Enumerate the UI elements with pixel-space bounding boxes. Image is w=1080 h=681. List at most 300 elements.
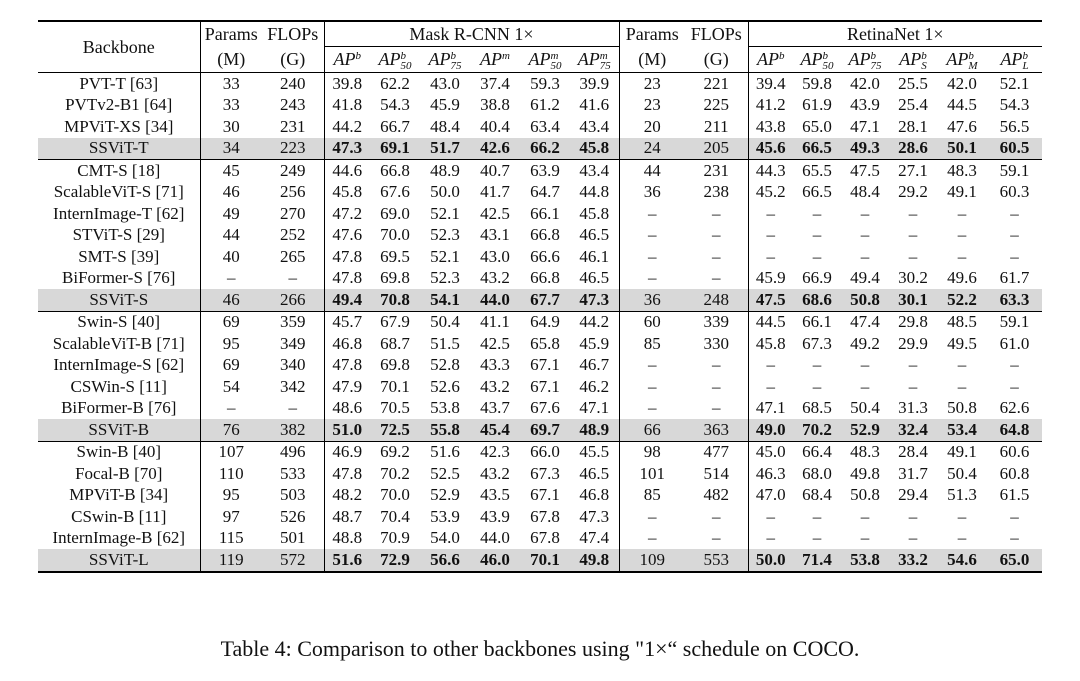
value-cell: 45.9 <box>748 268 793 290</box>
value-cell: 70.4 <box>380 506 410 526</box>
value-cell: 62.2 <box>370 73 420 95</box>
value-cell: 66.8 <box>530 225 560 245</box>
value-cell: 47.8 <box>324 463 370 485</box>
value-cell: 20 <box>619 116 685 138</box>
value-cell: 68.0 <box>802 463 832 483</box>
ap-subscript: 75 <box>599 59 611 72</box>
value-cell: – <box>619 355 685 377</box>
value-cell: 553 <box>685 549 748 572</box>
value-cell: 95 <box>200 333 262 355</box>
value-cell: 44.5 <box>947 95 977 115</box>
value-cell: 44.3 <box>748 160 793 182</box>
value-cell: 42.0 <box>937 73 987 95</box>
value-cell: 29.4 <box>898 485 928 505</box>
value-cell: 47.1 <box>850 116 880 136</box>
backbone-name-cell: SSViT-B <box>38 419 200 441</box>
table-row <box>38 355 1042 377</box>
value-cell: – <box>957 506 967 526</box>
ap-subscript: M <box>968 59 978 72</box>
value-cell: 65.8 <box>530 333 560 353</box>
value-cell: 359 <box>262 311 324 333</box>
value-cell: 69.2 <box>370 441 420 463</box>
value-cell: 46.8 <box>324 333 370 355</box>
value-cell: 43.2 <box>480 376 510 396</box>
value-cell: 514 <box>703 463 729 483</box>
ap-scripts <box>451 51 462 71</box>
table-row <box>38 246 1042 268</box>
value-cell: 50.8 <box>850 485 880 505</box>
value-cell: 37.4 <box>470 73 520 95</box>
value-cell: 71.4 <box>793 549 841 572</box>
value-cell: 27.1 <box>889 160 937 182</box>
value-cell: 47.8 <box>324 355 370 377</box>
table-row <box>38 528 1042 550</box>
value-cell: 70.5 <box>380 398 410 418</box>
ap-base: AP <box>757 48 779 69</box>
value-cell: 68.7 <box>380 333 410 353</box>
value-cell: 25.4 <box>898 95 928 115</box>
value-cell: 67.8 <box>530 506 560 526</box>
value-cell: – <box>712 376 721 396</box>
backbone-name-cell: Focal-B [70] <box>75 463 163 483</box>
flops-unit: (G) <box>280 49 306 70</box>
value-cell: – <box>1010 203 1019 223</box>
ap-column-header <box>937 47 987 73</box>
value-cell: 52.1 <box>987 73 1042 95</box>
backbone-name-cell: MPViT-B [34] <box>69 485 169 505</box>
ap-superscript: b <box>450 49 456 62</box>
backbone-name-cell: SSViT-L <box>38 549 200 572</box>
value-cell: 54.6 <box>937 549 987 572</box>
backbone-name-cell: MPViT-XS [34] <box>64 116 174 136</box>
backbone-name-cell: SMT-S [39] <box>78 246 160 266</box>
value-cell: 69.1 <box>370 138 420 160</box>
ap-scripts <box>401 51 412 71</box>
value-cell: 70.1 <box>380 376 410 396</box>
value-cell: 43.4 <box>570 160 619 182</box>
value-cell: 45.6 <box>748 138 793 160</box>
value-cell: 70.9 <box>380 528 410 548</box>
value-cell: 223 <box>262 138 324 160</box>
value-cell: 30.1 <box>889 289 937 311</box>
value-cell: 47.3 <box>324 138 370 160</box>
value-cell: 67.8 <box>530 528 560 548</box>
value-cell: 65.0 <box>802 116 832 136</box>
value-cell: 50.0 <box>430 182 460 202</box>
value-cell: 98 <box>619 441 685 463</box>
ap-base: AP <box>528 48 551 69</box>
value-cell: 51.6 <box>324 549 370 572</box>
value-cell: – <box>957 203 967 223</box>
value-cell: 33.2 <box>889 549 937 572</box>
ap-scripts <box>921 51 927 71</box>
value-cell: 51.3 <box>947 485 977 505</box>
value-cell: 30.2 <box>898 268 928 288</box>
value-cell: 54.0 <box>430 528 460 548</box>
value-cell: – <box>1010 225 1019 245</box>
value-cell: 29.2 <box>898 182 928 202</box>
value-cell: 48.3 <box>841 441 889 463</box>
value-cell: 97 <box>200 506 262 528</box>
table-row <box>38 463 1042 485</box>
value-cell: 51.0 <box>324 419 370 441</box>
ap-superscript: m <box>502 49 510 62</box>
value-cell: 28.1 <box>898 116 928 136</box>
value-cell: 52.3 <box>430 225 460 245</box>
value-cell: 70.1 <box>520 549 570 572</box>
backbone-name-cell: BiFormer-B [76] <box>61 398 177 418</box>
ap-base: AP <box>378 48 401 69</box>
value-cell: 47.1 <box>579 398 610 418</box>
value-cell: – <box>619 506 685 528</box>
value-cell: 47.6 <box>324 225 370 247</box>
value-cell: 65.5 <box>793 160 841 182</box>
value-cell: 66.4 <box>793 441 841 463</box>
value-cell: 49.1 <box>947 182 977 202</box>
value-cell: 54.1 <box>420 289 470 311</box>
value-cell: 31.3 <box>898 398 928 418</box>
backbone-name-cell: Swin-B [40] <box>38 441 200 463</box>
value-cell: 62.6 <box>999 398 1030 418</box>
value-cell: – <box>619 268 685 290</box>
table-row <box>38 182 1042 204</box>
value-cell: 66.8 <box>530 268 560 288</box>
value-cell: 43.5 <box>480 485 510 505</box>
value-cell: 47.8 <box>324 268 370 290</box>
value-cell: 70.0 <box>380 225 410 245</box>
value-cell: 46 <box>200 182 262 204</box>
value-cell: 25.5 <box>889 73 937 95</box>
value-cell: 50.8 <box>947 398 977 418</box>
value-cell: – <box>619 246 685 268</box>
value-cell: 46.3 <box>748 463 793 485</box>
value-cell: 45.5 <box>570 441 619 463</box>
value-cell: 249 <box>262 160 324 182</box>
value-cell: 66.6 <box>530 246 560 266</box>
value-cell: – <box>812 246 822 266</box>
value-cell: 231 <box>280 116 306 136</box>
value-cell: – <box>619 528 685 550</box>
value-cell: 67.9 <box>370 311 420 333</box>
value-cell: 43.7 <box>480 398 510 418</box>
value-cell: – <box>957 246 967 266</box>
value-cell: 45.4 <box>470 419 520 441</box>
value-cell: 47.3 <box>579 506 610 526</box>
value-cell: – <box>860 225 870 245</box>
value-cell: 231 <box>685 160 748 182</box>
value-cell: 256 <box>280 182 306 202</box>
value-cell: 63.4 <box>530 116 560 136</box>
value-cell: – <box>908 246 918 266</box>
value-cell: 68.4 <box>802 485 832 505</box>
value-cell: 23 <box>619 73 685 95</box>
value-cell: 43.2 <box>480 268 510 288</box>
value-cell: – <box>860 355 870 375</box>
value-cell: 40 <box>200 246 262 268</box>
value-cell: 43.3 <box>480 355 510 375</box>
value-cell: 59.1 <box>987 311 1042 333</box>
value-cell: 61.2 <box>530 95 560 115</box>
ap-superscript: b <box>968 49 974 62</box>
value-cell: 38.8 <box>480 95 510 115</box>
ap-base: AP <box>1000 48 1023 69</box>
value-cell: 43.1 <box>480 225 510 245</box>
value-cell: 270 <box>280 203 306 223</box>
value-cell: – <box>712 528 721 548</box>
value-cell: 40.7 <box>470 160 520 182</box>
table-row <box>38 311 1042 333</box>
value-cell: 41.7 <box>480 182 510 202</box>
value-cell: 49 <box>200 203 262 225</box>
value-cell: 46.5 <box>579 225 610 245</box>
value-cell: – <box>1010 355 1019 375</box>
value-cell: 44 <box>200 225 262 247</box>
backbone-name-cell: ScalableViT-S [71] <box>53 182 184 202</box>
value-cell: 44 <box>619 160 685 182</box>
value-cell: 66.1 <box>530 203 560 223</box>
comparison-table <box>38 20 1042 573</box>
value-cell: 52.9 <box>430 485 460 505</box>
value-cell: 115 <box>200 528 262 550</box>
value-cell: 60.5 <box>987 138 1042 160</box>
value-cell: 243 <box>280 95 306 115</box>
value-cell: 70.2 <box>793 419 841 441</box>
backbone-name-cell: PVT-T [63] <box>38 73 200 95</box>
backbone-name-cell: CSwin-B [11] <box>71 506 167 526</box>
value-cell: – <box>860 203 870 223</box>
value-cell: 45.8 <box>579 203 610 223</box>
table-row <box>38 268 1042 290</box>
value-cell: 45.8 <box>324 182 370 204</box>
value-cell: 50.1 <box>937 138 987 160</box>
value-cell: – <box>957 376 967 396</box>
value-cell: 44.0 <box>470 289 520 311</box>
value-cell: 49.3 <box>841 138 889 160</box>
value-cell: 496 <box>262 441 324 463</box>
value-cell: 66 <box>619 419 685 441</box>
value-cell: – <box>860 528 870 548</box>
value-cell: 51.6 <box>420 441 470 463</box>
ap-subscript: S <box>921 59 927 72</box>
value-cell: – <box>288 398 297 418</box>
backbone-name-cell: BiFormer-S [76] <box>62 268 176 288</box>
value-cell: 63.3 <box>987 289 1042 311</box>
backbone-name-cell: CMT-S [18] <box>38 160 200 182</box>
value-cell: 330 <box>703 333 729 353</box>
value-cell: – <box>812 355 822 375</box>
value-cell: 67.1 <box>530 376 560 396</box>
ap-superscript: m <box>550 49 559 62</box>
ap-base: AP <box>428 48 451 69</box>
ap-column-header <box>520 47 570 73</box>
ap-superscript: b <box>870 49 876 62</box>
ap-subscript <box>502 61 510 71</box>
value-cell: 205 <box>685 138 748 160</box>
value-cell: – <box>748 376 793 398</box>
backbone-name-cell: ScalableViT-B [71] <box>52 333 185 353</box>
value-cell: 52.3 <box>430 268 460 288</box>
ap-base: AP <box>333 48 356 69</box>
value-cell: 363 <box>685 419 748 441</box>
backbone-name-cell: InternImage-T [62] <box>53 203 185 223</box>
table-row <box>38 485 1042 507</box>
value-cell: 503 <box>280 485 306 505</box>
value-cell: 64.8 <box>987 419 1042 441</box>
value-cell: 44.8 <box>579 182 610 202</box>
value-cell: 61.7 <box>999 268 1030 288</box>
value-cell: 526 <box>280 506 306 526</box>
table-row <box>38 225 1042 247</box>
value-cell: – <box>712 355 721 375</box>
value-cell: – <box>748 225 793 247</box>
value-cell: – <box>748 246 793 268</box>
value-cell: 69 <box>200 355 262 377</box>
backbone-name-cell: CSWin-S [11] <box>70 376 167 396</box>
value-cell: 52.5 <box>430 463 460 483</box>
table-row <box>38 160 1042 182</box>
value-cell: 252 <box>280 225 306 245</box>
value-cell: 47.6 <box>947 116 977 136</box>
value-cell: – <box>860 246 870 266</box>
value-cell: 240 <box>262 73 324 95</box>
value-cell: 110 <box>200 463 262 485</box>
ap-superscript: b <box>400 49 406 62</box>
value-cell: 43.0 <box>420 73 470 95</box>
value-cell: 40.4 <box>480 116 510 136</box>
value-cell: 101 <box>619 463 685 485</box>
ap-column-header <box>748 47 793 73</box>
value-cell: – <box>1010 506 1019 526</box>
value-cell: 66.1 <box>793 311 841 333</box>
value-cell: 339 <box>685 311 748 333</box>
ap-column-header <box>889 47 937 73</box>
value-cell: 43.9 <box>480 506 510 526</box>
value-cell: 39.4 <box>748 73 793 95</box>
value-cell: 248 <box>685 289 748 311</box>
value-cell: 47.5 <box>841 160 889 182</box>
value-cell: 66.5 <box>793 138 841 160</box>
value-cell: 107 <box>200 441 262 463</box>
value-cell: – <box>957 355 967 375</box>
value-cell: 45.9 <box>579 333 610 353</box>
value-cell: – <box>748 528 793 550</box>
value-cell: 340 <box>280 355 306 375</box>
value-cell: 48.7 <box>324 506 370 528</box>
ap-column-header <box>324 47 370 73</box>
value-cell: 53.9 <box>430 506 460 526</box>
value-cell: 64.7 <box>530 182 560 202</box>
ap-base: AP <box>946 48 969 69</box>
value-cell: 53.8 <box>430 398 460 418</box>
value-cell: 47.3 <box>570 289 619 311</box>
value-cell: – <box>619 376 685 398</box>
value-cell: 68.5 <box>802 398 832 418</box>
value-cell: – <box>712 506 721 526</box>
header-row-1 <box>38 21 1042 47</box>
value-cell: 46.2 <box>579 376 610 396</box>
table-row <box>38 549 1042 572</box>
ap-column-header <box>420 47 470 73</box>
value-cell: 42.3 <box>470 441 520 463</box>
mask-rcnn-header: Mask R-CNN 1× <box>324 21 619 47</box>
value-cell: 46.5 <box>579 268 610 288</box>
value-cell: – <box>712 398 721 418</box>
value-cell: 69.0 <box>380 203 410 223</box>
value-cell: 49.0 <box>748 419 793 441</box>
value-cell: 69.5 <box>380 246 410 266</box>
value-cell: 225 <box>703 95 729 115</box>
value-cell: 48.4 <box>430 116 460 136</box>
table-row <box>38 398 1042 420</box>
table-row <box>38 289 1042 311</box>
value-cell: 41.2 <box>748 95 793 117</box>
value-cell: 66.8 <box>370 160 420 182</box>
ap-column-header <box>570 47 619 73</box>
value-cell: 67.6 <box>380 182 410 202</box>
value-cell: 67.3 <box>802 333 832 353</box>
value-cell: 63.9 <box>520 160 570 182</box>
value-cell: 56.6 <box>420 549 470 572</box>
value-cell: 29.8 <box>889 311 937 333</box>
value-cell: – <box>860 506 870 526</box>
value-cell: 45 <box>200 160 262 182</box>
backbone-name-cell: STViT-S [29] <box>72 225 165 245</box>
backbone-name-cell: Swin-S [40] <box>38 311 200 333</box>
value-cell: – <box>908 506 918 526</box>
ap-superscript: b <box>921 49 927 62</box>
value-cell: 67.7 <box>520 289 570 311</box>
value-cell: 477 <box>685 441 748 463</box>
value-cell: 49.6 <box>947 268 977 288</box>
value-cell: 50.4 <box>850 398 880 418</box>
ap-superscript: b <box>779 49 785 62</box>
value-cell: 52.8 <box>430 355 460 375</box>
value-cell: 42.5 <box>480 333 510 353</box>
value-cell: 68.6 <box>793 289 841 311</box>
ap-subscript: 50 <box>550 59 562 72</box>
value-cell: 109 <box>619 549 685 572</box>
ap-base: AP <box>577 48 600 69</box>
value-cell: 45.9 <box>430 95 460 115</box>
flops-header: FLOPs <box>262 21 324 47</box>
value-cell: 48.9 <box>420 160 470 182</box>
params-header-retina: Params <box>619 21 685 47</box>
value-cell: 45.0 <box>748 441 793 463</box>
value-cell: 61.9 <box>802 95 832 115</box>
value-cell: 85 <box>619 333 685 355</box>
value-cell: 54.3 <box>380 95 410 115</box>
value-cell: 47.9 <box>324 376 370 398</box>
ap-superscript: b <box>822 49 828 62</box>
value-cell: – <box>288 268 297 288</box>
table-row <box>38 73 1042 95</box>
ap-subscript: 50 <box>400 59 412 72</box>
value-cell: 119 <box>200 549 262 572</box>
ap-subscript <box>356 61 362 71</box>
value-cell: 23 <box>619 95 685 117</box>
value-cell: 52.2 <box>937 289 987 311</box>
value-cell: – <box>812 203 822 223</box>
value-cell: 60.6 <box>987 441 1042 463</box>
value-cell: 60.8 <box>999 463 1030 483</box>
value-cell: 44.0 <box>480 528 510 548</box>
value-cell: 49.8 <box>850 463 880 483</box>
value-cell: 47.4 <box>579 528 610 548</box>
table-row <box>38 419 1042 441</box>
backbone-name-cell: SSViT-T <box>38 138 200 160</box>
ap-scripts <box>871 51 882 71</box>
flops-header-retina: FLOPs <box>685 21 748 47</box>
